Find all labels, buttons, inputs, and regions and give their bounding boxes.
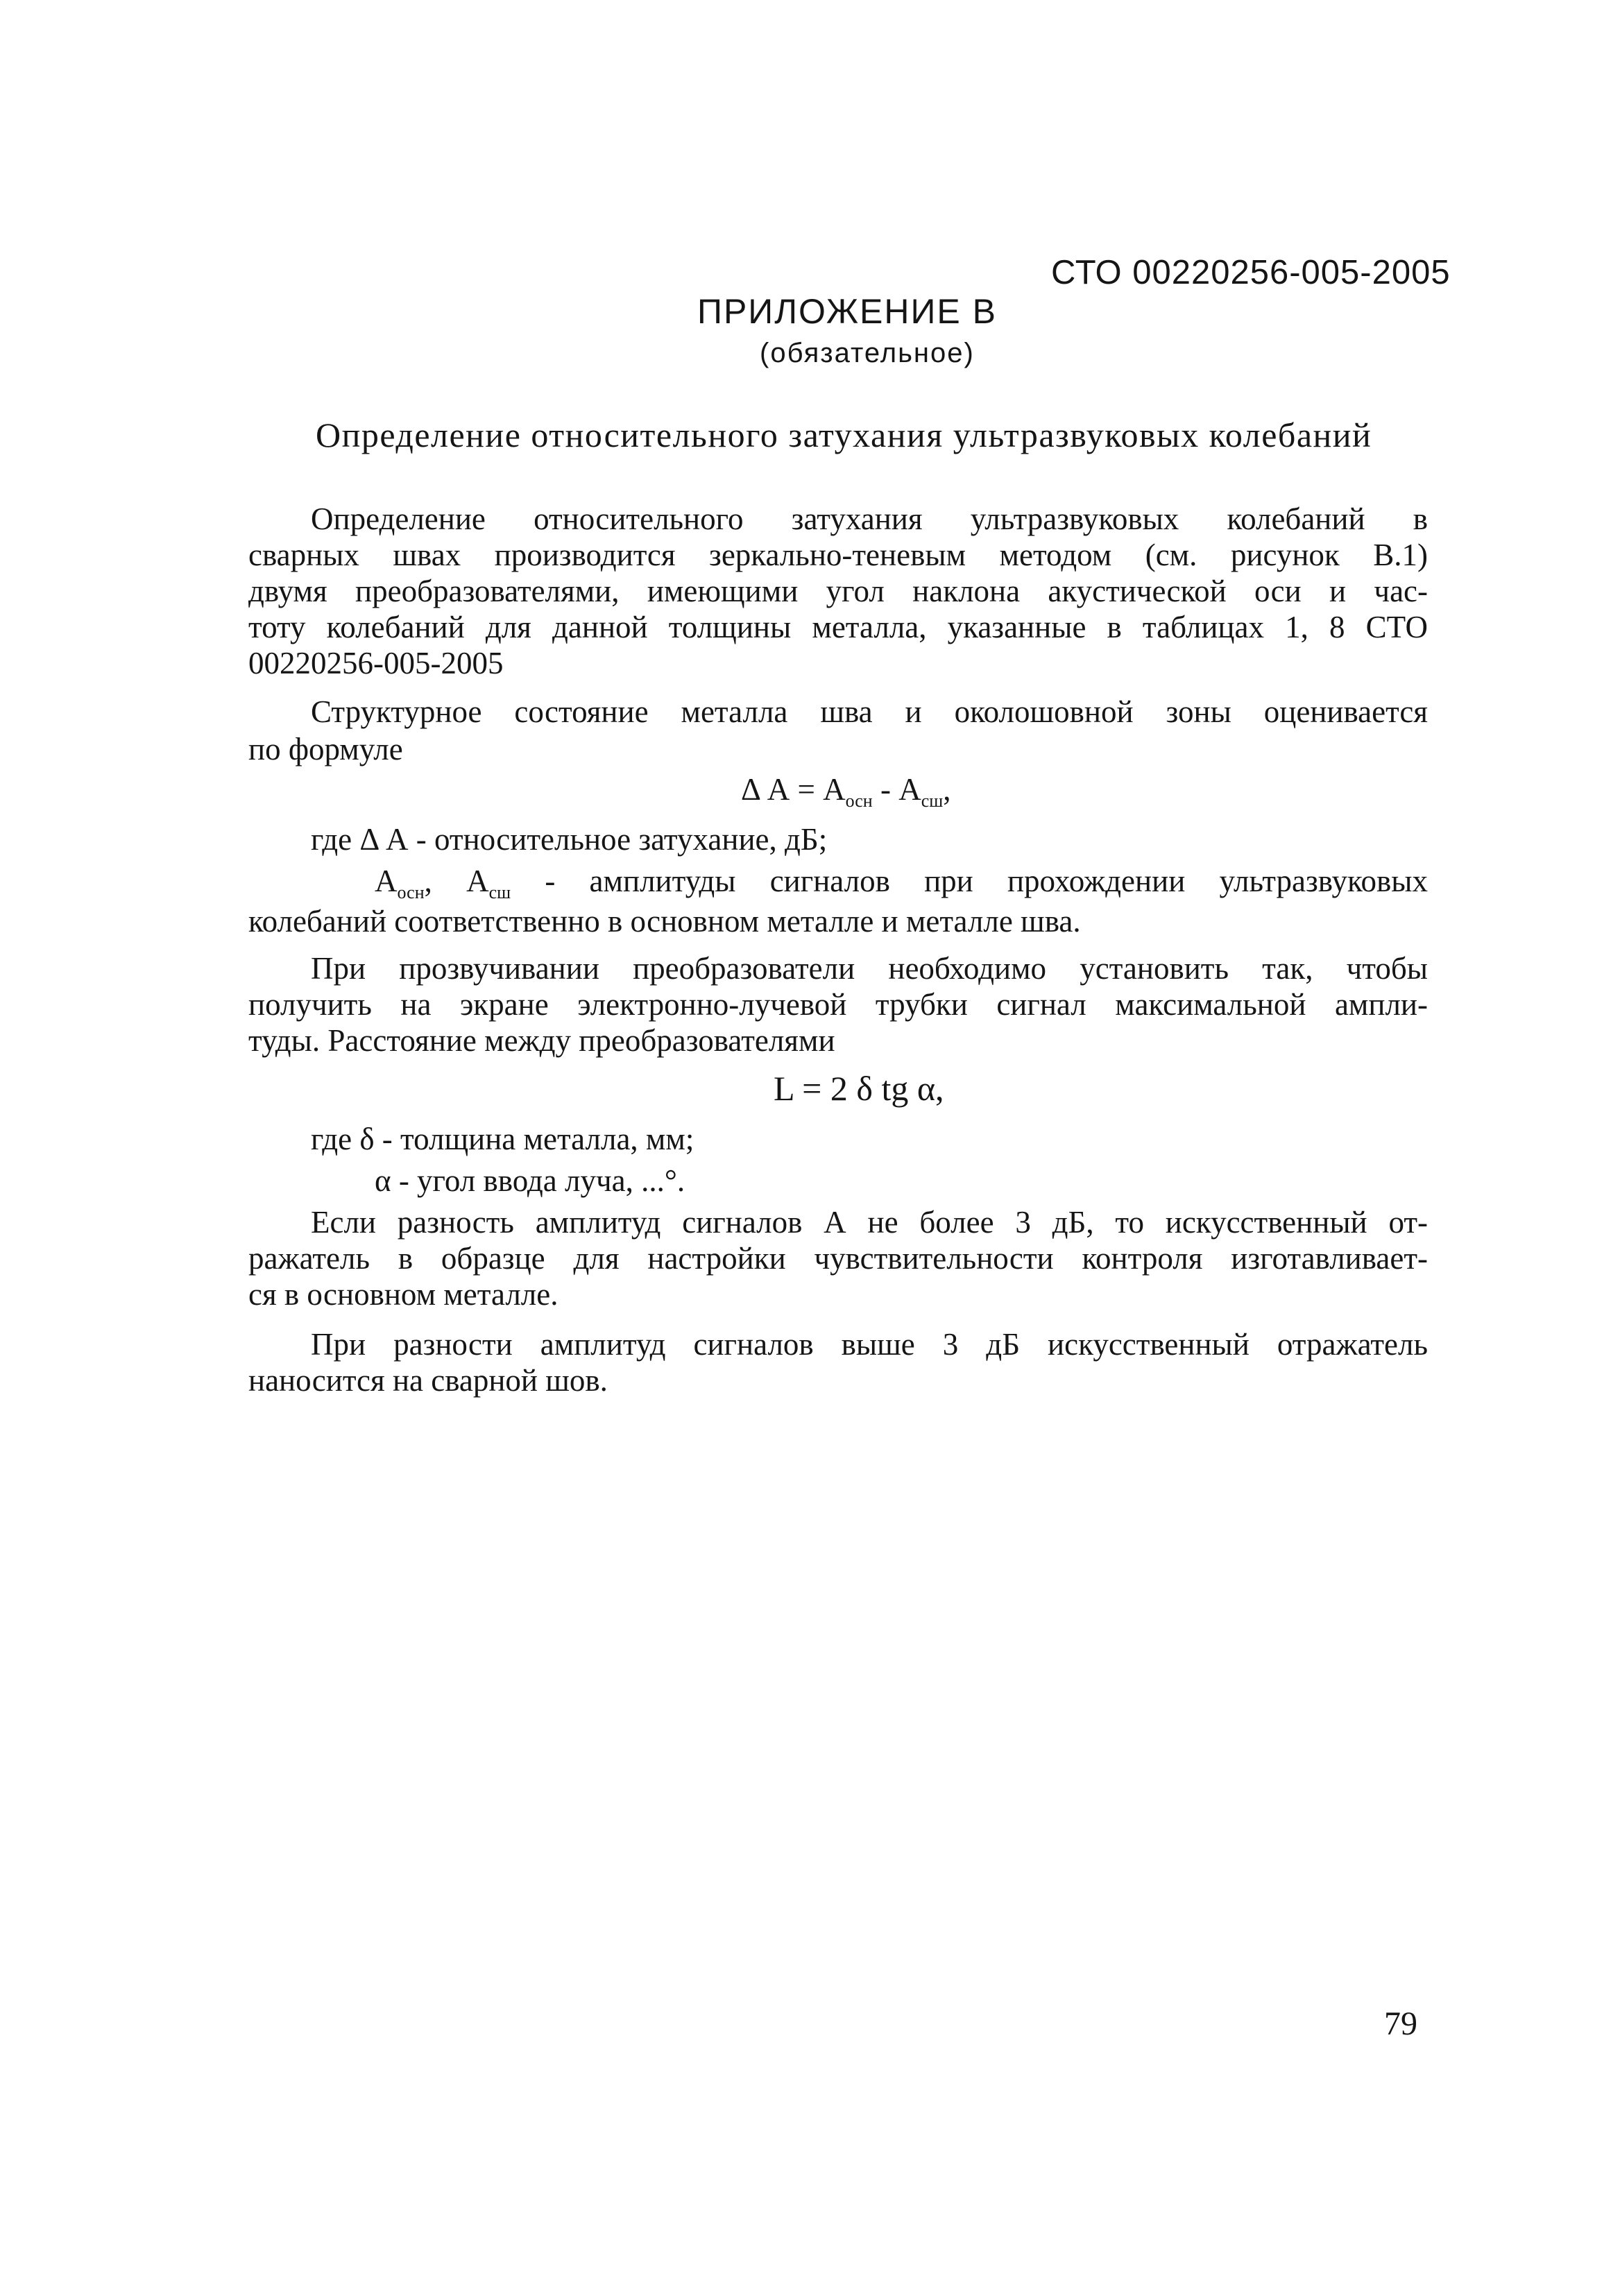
where-1-line-2-rest: - амплитуды сигналов при прохождении ультразвуковых xyxy=(511,864,1429,898)
paragraph-5-line: При разности амплитуд сигналов выше 3 дБ искусственный отражатель xyxy=(311,1327,1428,1362)
paragraph-3 xyxy=(248,950,1428,986)
paragraph-2-line: Структурное состояние металла шва и околошовной зоны оценивается xyxy=(311,694,1428,729)
where-2-line-1: где δ - толщина металла, мм; xyxy=(311,1122,694,1156)
paragraph-1-line: двумя преобразователями, имеющими угол наклона акустической оси и час- xyxy=(248,574,1428,608)
paragraph-1-cont xyxy=(248,609,1428,645)
sub-sh: сш xyxy=(488,882,511,902)
paragraph-3-line: получить на экране электронно-лучевой трубки сигнал максимальной ампли- xyxy=(248,987,1428,1022)
paragraph-1 xyxy=(248,501,1428,537)
sub-osn: осн xyxy=(397,882,425,902)
paragraph-2-line: по формуле xyxy=(248,732,403,766)
paragraph-3-line: При прозвучивании преобразователи необходимо установить так, чтобы xyxy=(311,951,1428,986)
formula-sub-osn: осн xyxy=(845,791,873,811)
paragraph-3-line: туды. Расстояние между преобразователями xyxy=(248,1023,835,1058)
formula-mid: - А xyxy=(872,772,921,807)
document-code: СТО 00220256-005-2005 xyxy=(1051,254,1451,291)
where-1-line-1: где Δ А - относительное затухание, дБ; xyxy=(311,822,828,857)
formula-lhs: Δ А = А xyxy=(741,772,846,807)
paragraph-5 xyxy=(248,1326,1428,1362)
paragraph-1-line: 00220256-005-2005 xyxy=(248,646,504,680)
formula-tail: , xyxy=(943,772,951,807)
section-title: Определение относительного затухания ультразвуковых колебаний xyxy=(316,415,1372,454)
where-2-line-2: α - угол ввода луча, ...°. xyxy=(375,1163,685,1198)
paragraph-5-line: наносится на сварной шов. xyxy=(248,1363,608,1398)
paragraph-1-line: тоту колебаний для данной толщины металла, указанные в таблицах 1, 8 СТО xyxy=(248,610,1428,644)
symbol-a: А xyxy=(375,864,398,898)
page-number: 79 xyxy=(1384,2005,1417,2042)
paragraph-4-line: ражатель в образце для настройки чувствительности контроля изготавливает- xyxy=(248,1241,1428,1276)
paragraph-1-cont xyxy=(248,573,1428,609)
appendix-type: (обязательное) xyxy=(760,338,975,368)
formula-distance: L = 2 δ tg α, xyxy=(774,1069,944,1108)
paragraph-1-cont xyxy=(248,537,1428,573)
formula-attenuation xyxy=(741,771,951,812)
paragraph-4-line: ся в основном металле. xyxy=(248,1277,559,1312)
paragraph-3-cont xyxy=(248,986,1428,1022)
paragraph-2 xyxy=(248,694,1428,730)
formula-sub-sh: сш xyxy=(921,791,944,811)
paragraph-1-line: Определение относительного затухания ультразвуковых колебаний в xyxy=(311,502,1428,536)
where-1-line-3: колебаний соответственно в основном металле и металле шва. xyxy=(248,904,1081,939)
paragraph-1-line: сварных швах производится зеркально-теневым методом (см. рисунок В.1) xyxy=(248,538,1428,572)
paragraph-4 xyxy=(248,1204,1428,1240)
symbol-a2: , А xyxy=(424,864,489,898)
appendix-title: ПРИЛОЖЕНИЕ В xyxy=(697,292,997,331)
paragraph-4-cont xyxy=(248,1240,1428,1276)
paragraph-4-line: Если разность амплитуд сигналов А не более 3 дБ, то искусственный от- xyxy=(311,1205,1428,1240)
